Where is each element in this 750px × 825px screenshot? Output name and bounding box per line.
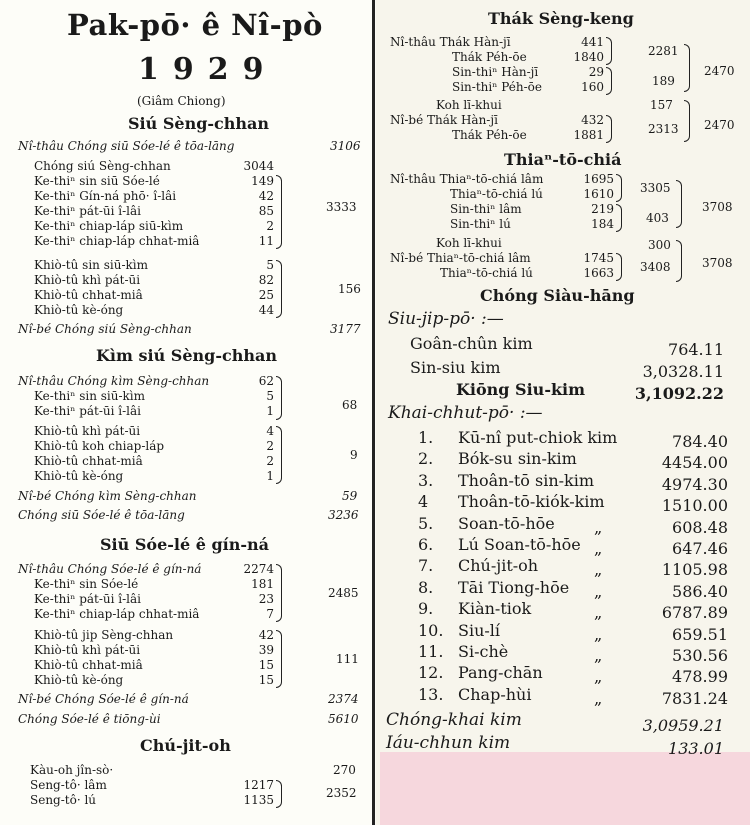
expense-number: 6. — [418, 535, 434, 554]
expense-value: 530.56 — [672, 646, 728, 665]
row-label: Sin-siu kim — [410, 358, 501, 377]
row-value: 2 — [266, 439, 274, 453]
row-value: 441 — [581, 35, 604, 49]
expense-number: 7. — [418, 556, 434, 576]
row-label: Ke-thiⁿ sin Sóe-lé — [34, 577, 139, 591]
row-value: 157 — [650, 98, 673, 112]
expense-label: Kiàn-tiok — [458, 599, 532, 619]
brace — [606, 115, 612, 143]
row-value: 432 — [581, 113, 604, 127]
total-value: 3,0959.21 — [642, 716, 724, 735]
row-label: Khiò-tû khì pát-ūi — [34, 643, 141, 657]
ditto-mark: „ — [594, 560, 603, 580]
row-value: 1881 — [573, 128, 604, 142]
expense-number: 12. — [418, 663, 444, 683]
total-value: 2470 — [704, 118, 735, 132]
row-value: 25 — [258, 288, 274, 302]
brace — [606, 67, 612, 95]
expense-value: 4974.30 — [661, 474, 728, 494]
row-label: Nî-bé Thiaⁿ-tō-chiá lâm — [390, 251, 531, 265]
row-value: 1 — [266, 404, 274, 418]
total-value: 3708 — [702, 200, 733, 214]
row-label: Ke-thiⁿ chiap-láp chhat-miâ — [34, 234, 200, 248]
row-value: 85 — [258, 204, 274, 218]
row-value: 62 — [258, 374, 274, 388]
expense-label: Lú Soan-tō-hōe — [458, 535, 581, 554]
row-value: 15 — [258, 658, 274, 672]
row-value: 181 — [251, 577, 274, 591]
brace — [276, 564, 282, 622]
ditto-mark: „ — [594, 539, 603, 558]
expense-label: Soan-tō-hōe — [458, 513, 555, 533]
row-value: 1610 — [583, 187, 614, 201]
row-label: Khiò-tû kè-óng — [34, 469, 124, 483]
row-value: 1 — [266, 469, 274, 483]
sum-value: 2352 — [326, 786, 357, 800]
total-label: Kiōng Siu-kim — [456, 380, 586, 399]
brace — [276, 175, 282, 249]
total-value: 2470 — [704, 64, 735, 78]
row-value: 3044 — [243, 159, 274, 173]
row-label: Khiò-tû kè-óng — [34, 673, 124, 687]
sum-value: 9 — [350, 448, 358, 462]
row-label: Koh lī-khui — [436, 236, 502, 250]
row-value: 2 — [266, 219, 274, 233]
brace — [684, 100, 690, 142]
row-value: 1695 — [583, 172, 614, 186]
row-value: 1840 — [573, 50, 604, 64]
balance-label: Iáu-chhun kim — [386, 733, 511, 753]
row-value: 2 — [266, 454, 274, 468]
row-value: 270 — [333, 763, 356, 777]
expense-label: Bók-su sin-kim — [458, 449, 577, 469]
row-label: Nî-thâu Chóng siū Sóe-lé ê tōa-lāng — [18, 139, 235, 153]
row-value: 149 — [251, 174, 274, 188]
sum-value: 3408 — [640, 260, 671, 274]
row-label: Goân-chûn kim — [410, 334, 533, 353]
row-label: Khiò-tû chhat-miâ — [34, 658, 143, 672]
row-label: Chóng siú Sèng-chhan — [34, 159, 171, 173]
sum-value: 68 — [342, 398, 358, 412]
section-heading: Kìm siú Sèng-chhan — [96, 346, 277, 365]
brace — [276, 260, 282, 318]
row-value: 39 — [258, 643, 274, 657]
sum-value: 2313 — [648, 122, 679, 136]
row-value: 219 — [591, 202, 614, 216]
expense-value: 1510.00 — [661, 496, 728, 516]
row-value: 5 — [266, 389, 274, 403]
row-value: 3177 — [330, 322, 361, 336]
subheading: Khai-chhut-pō· :— — [388, 403, 543, 423]
sum-value: 2281 — [648, 44, 679, 58]
row-value: 44 — [258, 303, 274, 317]
row-label: Thiaⁿ-tō-chiá lú — [450, 187, 543, 201]
expense-number: 10. — [418, 620, 444, 640]
row-value: 5610 — [328, 712, 359, 726]
expense-label: Tāi Tiong-hōe — [458, 577, 570, 597]
expense-number: 9. — [418, 599, 434, 619]
row-label: Ke-thiⁿ sin siū Sóe-lé — [34, 174, 160, 188]
row-value: 7 — [266, 607, 274, 621]
paper-stain — [380, 752, 750, 825]
row-value: 4 — [266, 424, 274, 438]
row-value: 15 — [258, 673, 274, 687]
row-label: Khiò-tû kè-óng — [34, 303, 124, 317]
expense-value: 7831.24 — [661, 688, 728, 708]
row-value: 29 — [588, 65, 604, 79]
brace — [676, 180, 682, 228]
row-value: 82 — [258, 273, 274, 287]
subtitle: (Giâm Chiong) — [137, 94, 226, 108]
expense-number: 11. — [418, 642, 444, 661]
expense-number: 8. — [418, 577, 434, 597]
row-label: Sin-thiⁿ lú — [450, 217, 511, 231]
sum-value: 156 — [338, 282, 361, 296]
row-label: Sin-thiⁿ lâm — [450, 202, 522, 216]
row-value: 59 — [342, 489, 358, 503]
brace — [606, 37, 612, 65]
brace — [276, 426, 282, 484]
row-label: Thák Péh-ōe — [452, 50, 527, 64]
row-value: 3,0328.11 — [642, 362, 724, 381]
ditto-mark: „ — [594, 688, 603, 708]
row-label: Nî-thâu Thiaⁿ-tō-chiá lâm — [390, 172, 544, 186]
row-label: Nî-bé Chóng siú Sèng-chhan — [18, 322, 192, 336]
expense-label: Chap-hùi — [458, 684, 532, 704]
row-label: Khiò-tû khì pát-ūi — [34, 273, 141, 287]
section-heading: Thiaⁿ-tō-chiá — [504, 150, 622, 169]
ditto-mark: „ — [594, 646, 603, 665]
row-label: Nî-thâu Chóng Sóe-lé ê gín-ná — [18, 562, 202, 576]
row-label: Khiò-tû koh chiap-láp — [34, 439, 165, 453]
expense-number: 1. — [418, 428, 434, 447]
row-value: 2374 — [328, 692, 359, 706]
row-label: Nî-thâu Chóng kìm Sèng-chhan — [18, 374, 210, 388]
row-value: 764.11 — [668, 340, 724, 359]
row-label: Ke-thiⁿ pát-ūi î-lâi — [34, 204, 142, 218]
expense-label: Kū-nî put-chiok kim — [458, 428, 618, 447]
row-label: Khiò-tû chhat-miâ — [34, 454, 143, 468]
row-label: Ke-thiⁿ chiap-láp chhat-miâ — [34, 607, 200, 621]
ditto-mark: „ — [594, 517, 603, 537]
brace — [616, 174, 622, 202]
row-label: Seng-tô· lâm — [30, 778, 107, 792]
brace — [616, 204, 622, 232]
row-label: Chóng Sóe-lé ê tiōng-ùi — [18, 712, 161, 726]
row-label: Ke-thiⁿ pát-ūi î-lâi — [34, 592, 142, 606]
row-label: Seng-tô· lú — [30, 793, 97, 807]
expense-label: Pang-chān — [458, 663, 543, 683]
row-value: 2274 — [243, 562, 274, 576]
expense-value: 6787.89 — [661, 603, 728, 623]
brace — [276, 630, 282, 688]
row-value: 3106 — [330, 139, 361, 153]
row-label: Nî-bé Thák Hàn-jī — [390, 113, 498, 127]
expense-value: 659.51 — [672, 624, 728, 644]
sum-value: 3333 — [326, 200, 357, 214]
row-value: 11 — [258, 234, 274, 248]
sum-value: 111 — [336, 652, 359, 666]
row-value: 160 — [581, 80, 604, 94]
row-value: 300 — [648, 238, 671, 252]
row-value: 184 — [591, 217, 614, 231]
row-label: Nî-bé Chóng kìm Sèng-chhan — [18, 489, 197, 503]
expense-label: Chú-jit-oh — [458, 556, 539, 576]
expense-value: 4454.00 — [661, 453, 728, 473]
total-label: Chóng-khai kim — [386, 710, 522, 730]
ditto-mark: „ — [594, 603, 603, 623]
balance-value: 133.01 — [668, 739, 724, 758]
row-label: Thiaⁿ-tō-chiá lú — [440, 266, 533, 280]
column-divider — [372, 0, 375, 825]
brace — [616, 253, 622, 281]
row-value: 42 — [258, 628, 274, 642]
brace — [684, 44, 690, 92]
sum-value: 3305 — [640, 181, 671, 195]
section-heading: Chóng Siàu-hāng — [480, 286, 635, 305]
section-heading: Siú Sèng-chhan — [128, 114, 270, 133]
row-value: 42 — [258, 189, 274, 203]
expense-number: 4 — [418, 492, 429, 512]
row-label: Khiò-tû chhat-miâ — [34, 288, 143, 302]
brace — [276, 780, 282, 808]
expense-number: 13. — [418, 684, 444, 704]
brace — [276, 376, 282, 420]
expense-number: 5. — [418, 513, 434, 533]
row-label: Nî-bé Chóng Sóe-lé ê gín-ná — [18, 692, 189, 706]
total-value: 3708 — [702, 256, 733, 270]
row-label: Nî-thâu Thák Hàn-jī — [390, 35, 511, 49]
row-label: Khiò-tû jip Sèng-chhan — [34, 628, 174, 642]
row-label: Thák Péh-ōe — [452, 128, 527, 142]
brace — [676, 240, 682, 282]
expense-number: 2. — [418, 449, 434, 469]
row-value: 1745 — [583, 251, 614, 265]
row-label: Chóng siū Sóe-lé ê tōa-lāng — [18, 508, 185, 522]
row-value: 1217 — [243, 778, 274, 792]
section-heading: Thák Sèng-keng — [488, 9, 634, 28]
ditto-mark: „ — [594, 624, 603, 644]
expense-number: 3. — [418, 470, 434, 490]
page-title: Pak-pō· ê Nî-pò — [67, 8, 323, 42]
row-label: Ke-thiⁿ pát-ūi î-lâi — [34, 404, 142, 418]
row-label: Koh lī-khui — [436, 98, 502, 112]
sum-value: 2485 — [328, 586, 359, 600]
ditto-mark: „ — [594, 581, 603, 601]
expense-value: 647.46 — [672, 539, 728, 558]
expense-label: Si-chè — [458, 642, 509, 661]
row-value: 1135 — [243, 793, 274, 807]
year: 1929 — [138, 52, 278, 87]
expense-label: Siu-lí — [458, 620, 501, 640]
row-value: 3236 — [328, 508, 359, 522]
row-label: Ke-thiⁿ Gín-ná phō· î-lâi — [34, 189, 177, 203]
section-heading: Siū Sóe-lé ê gín-ná — [100, 535, 269, 554]
total-value: 3,1092.22 — [634, 384, 724, 403]
row-label: Ke-thiⁿ sin siū-kìm — [34, 389, 145, 403]
expense-label: Thoân-tō-kiók-kim — [458, 492, 605, 512]
section-heading: Chú-jit-oh — [140, 736, 231, 755]
row-label: Sin-thiⁿ Péh-ōe — [452, 80, 542, 94]
row-label: Khiò-tû sin siū-kìm — [34, 258, 148, 272]
expense-value: 608.48 — [672, 517, 728, 537]
expense-value: 1105.98 — [661, 560, 728, 580]
row-label: Kàu-oh jîn-sò· — [30, 763, 114, 777]
row-value: 5 — [266, 258, 274, 272]
sum-value: 189 — [652, 74, 675, 88]
row-value: 1663 — [583, 266, 614, 280]
expense-value: 478.99 — [672, 667, 728, 687]
sum-value: 403 — [646, 211, 669, 225]
expense-value: 784.40 — [672, 432, 728, 451]
row-label: Ke-thiⁿ chiap-láp siū-kìm — [34, 219, 184, 233]
row-label: Khiò-tû khì pát-ūi — [34, 424, 141, 438]
expense-label: Thoân-tō sin-kim — [458, 470, 595, 490]
subheading: Siu-jip-pō· :— — [388, 309, 504, 329]
row-label: Sin-thiⁿ Hàn-jī — [452, 65, 539, 79]
expense-value: 586.40 — [672, 581, 728, 601]
ditto-mark: „ — [594, 667, 603, 687]
row-value: 23 — [258, 592, 274, 606]
